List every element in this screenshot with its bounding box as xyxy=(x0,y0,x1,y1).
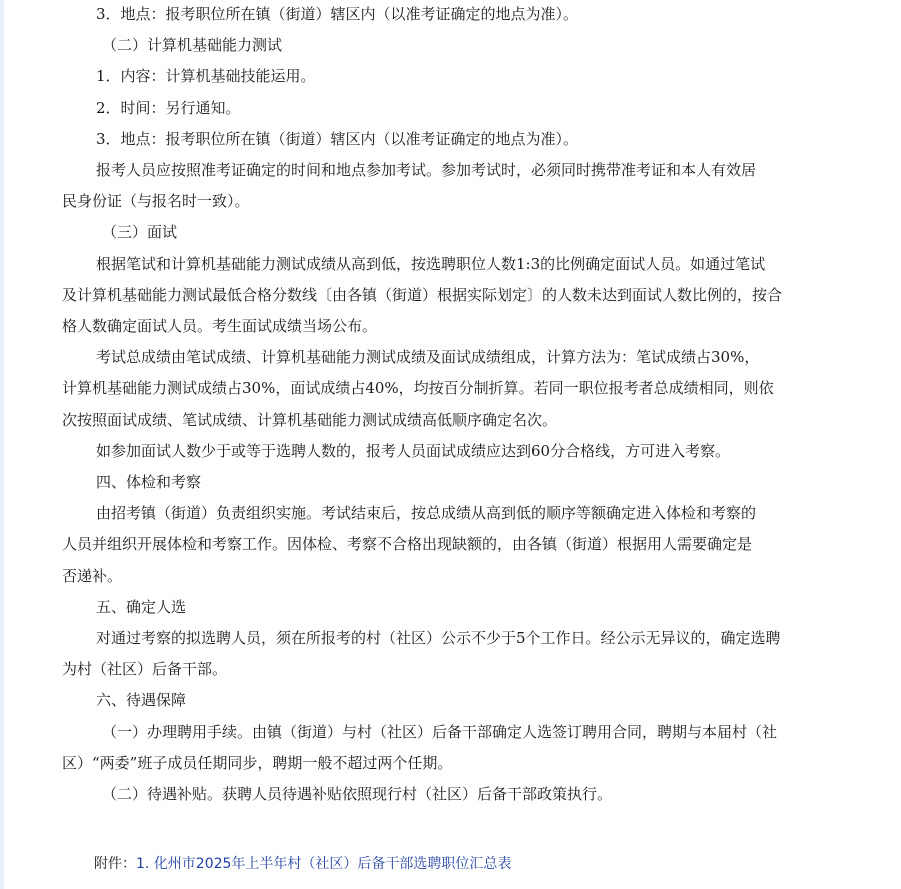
paragraph-line: 如参加面试人数少于或等于选聘人数的，报考人员面试成绩应达到60分合格线，方可进入考察。 xyxy=(96,441,731,460)
section-heading: （三）面试 xyxy=(102,223,178,242)
paragraph-line: 根据笔试和计算机基础能力测试成绩从高到低，按选聘职位人数1:3的比例确定面试人员。如通过笔试 xyxy=(96,254,766,273)
paragraph-line: 否递补。 xyxy=(62,566,123,585)
paragraph-line: 计算机基础能力测试成绩占30%，面试成绩占40%，均按百分制折算。若同一职位报考者总成绩相同，则依 xyxy=(62,379,774,398)
attachment-link[interactable]: 1. 化州市2025年上半年村（社区）后备干部选聘职位汇总表 xyxy=(136,856,512,872)
paragraph-line: （一）办理聘用手续。由镇（街道）与村（社区）后备干部确定人选签订聘用合同，聘期与本届村（社 xyxy=(102,722,778,741)
paragraph-line: 人员并组织开展体检和考察工作。因体检、考察不合格出现缺额的，由各镇（街道）根据用人需要确定是 xyxy=(62,535,753,554)
paragraph-line: 民身份证（与报名时一致）。 xyxy=(62,192,250,211)
attachment-label: 附件： xyxy=(94,856,136,872)
section-heading: （二）计算机基础能力测试 xyxy=(102,36,283,55)
section-heading: 四、体检和考察 xyxy=(96,473,202,491)
paragraph-line: 次按照面试成绩、笔试成绩、计算机基础能力测试成绩高低顺序确定名次。 xyxy=(62,410,558,429)
paragraph-line: 3．地点：报考职位所在镇（街道）辖区内（以准考证确定的地点为准）。 xyxy=(96,129,579,148)
paragraph-line: 1．内容：计算机基础技能运用。 xyxy=(96,67,316,86)
paragraph-line: 3．地点：报考职位所在镇（街道）辖区内（以准考证确定的地点为准）。 xyxy=(96,5,579,23)
section-heading: 五、确定人选 xyxy=(96,597,187,616)
left-page-stripe xyxy=(0,0,4,889)
paragraph-line: 及计算机基础能力测试最低合格分数线〔由各镇（街道）根据实际划定〕的人数未达到面试人数比例的，按合 xyxy=(62,285,783,304)
paragraph-line: （二）待遇补贴。获聘人员待遇补贴依照现行村（社区）后备干部政策执行。 xyxy=(102,785,613,803)
section-heading: 六、待遇保障 xyxy=(96,691,187,710)
paragraph-line: 2．时间：另行通知。 xyxy=(96,98,241,117)
paragraph-line: 报考人员应按照准考证确定的时间和地点参加考试。参加考试时，必须同时携带准考证和本人有效居 xyxy=(96,161,757,179)
paragraph-line: 为村（社区）后备干部。 xyxy=(62,660,228,679)
paragraph-line: 格人数确定面试人员。考生面试成绩当场公布。 xyxy=(62,317,378,335)
paragraph-line: 由招考镇（街道）负责组织实施。考试结束后，按总成绩从高到低的顺序等额确定进入体检和考察的 xyxy=(96,504,757,523)
paragraph-line: 对通过考察的拟选聘人员，须在所报考的村（社区）公示不少于5个工作日。经公示无异议的，确定选聘 xyxy=(96,629,781,647)
attachment-row xyxy=(94,854,511,874)
paragraph-line: 区）“两委”班子成员任期同步，聘期一般不超过两个任期。 xyxy=(62,753,453,772)
paragraph-line: 考试总成绩由笔试成绩、计算机基础能力测试成绩及面试成绩组成，计算方法为：笔试成绩占30%， xyxy=(96,348,760,367)
